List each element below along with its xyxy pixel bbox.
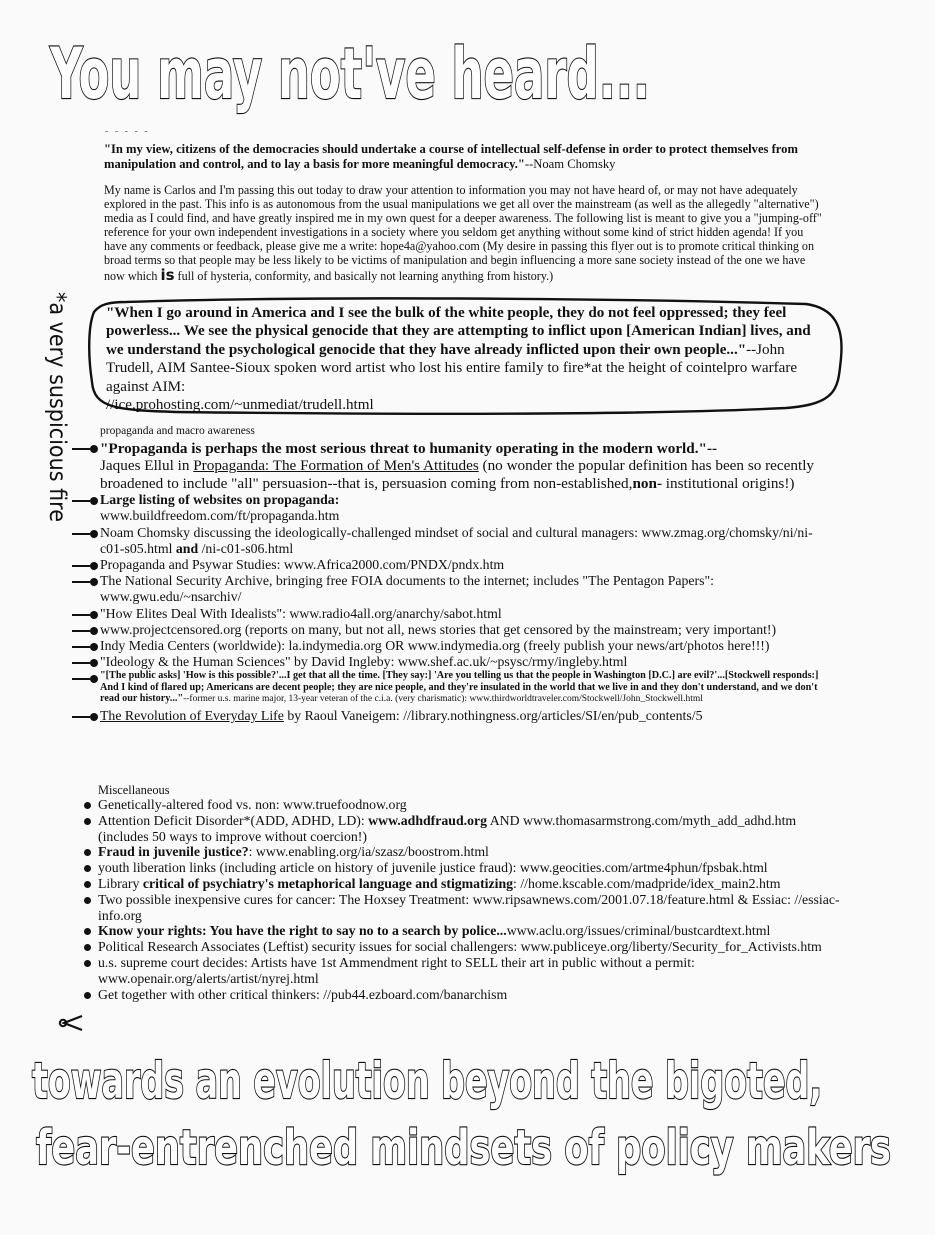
ellul-quote: "Propaganda is perhaps the most serious threat to humanity operating in the modern world."-- <box>100 440 718 457</box>
list-item <box>70 492 830 524</box>
list-item <box>70 670 830 705</box>
chomsky-quote <box>104 142 804 172</box>
ellul-hand-insert: non- <box>632 474 662 492</box>
footer-line-2: fear-entrenched mindsets of policy makers <box>36 1120 891 1176</box>
bullet-icon <box>84 992 91 999</box>
item-text[interactable]: Get together with other critical thinkers: //pub44.ezboard.com/banarchism <box>98 986 508 1002</box>
vaneigem-title: The Revolution of Everyday Life <box>100 708 284 724</box>
list-item <box>82 892 842 924</box>
item-text[interactable]: youth liberation links (including article on history of juvenile justice fraud): www.geocities.com/artme4phun/fpsbak.html <box>98 860 768 876</box>
bullet-icon <box>84 802 91 809</box>
item-text-3[interactable]: AND www.thomasarmstrong.com/myth_add_adhd.htm (includes 50 ways to improve without coercion!) <box>98 812 797 844</box>
trudell-attribution-tail: at the height of cointelpro warfare against AIM: <box>106 360 798 395</box>
item-text[interactable]: : www.enabling.org/ia/szasz/boostrom.html <box>248 844 489 860</box>
list-item <box>82 939 842 955</box>
misc-section-label: Miscellaneous <box>98 783 170 797</box>
arrow-bullet-icon <box>70 658 100 668</box>
item-text[interactable]: "How Elites Deal With Idealists": www.radio4all.org/anarchy/sabot.html <box>100 605 502 621</box>
arrow-bullet-icon <box>70 626 100 636</box>
intro-tail: full of hysteria, conformity, and basically not learning anything from history.) <box>177 268 554 283</box>
ellul-book: Propaganda: The Formation of Men's Attitudes <box>193 457 479 475</box>
item-text-2[interactable]: : //home.kscable.com/madpride/idex_main2.htm <box>513 875 781 891</box>
item-bold: Fraud in juvenile justice? <box>98 844 249 860</box>
item-text[interactable]: The National Security Archive, bringing free FOIA documents to the internet; includes "The Pentagon Papers": www.gwu.edu/~nsarchiv/ <box>100 573 714 605</box>
item-text[interactable]: www.projectcensored.org (reports on many, but not all, news stories that get censored by the mainstream; very important!) <box>100 621 777 637</box>
arrow-bullet-icon <box>70 642 100 652</box>
list-item <box>70 573 830 605</box>
list-item <box>82 844 842 860</box>
list-item <box>70 622 830 638</box>
trudell-text <box>106 304 826 414</box>
item-bold-link[interactable]: www.adhdfraud.org <box>368 812 488 828</box>
stockwell-quote: "[The public asks] 'How is this possible?'...I get that all the time. [They say:] 'Are you telling us that the people in Washington [D.C.] are evil?'...[Stockwell responds:] And I kind of flared up; Americans are decent people; they are nice people, and they're insulated in the world that we live in and they don't understand, and we don't read our history..." <box>100 670 819 704</box>
ellul-author: Jaques Ellul in <box>100 457 194 475</box>
item-text[interactable]: u.s. supreme court decides: Artists have 1st Ammendment right to SELL their art in public without a permit: www.openair.org/alerts/artist/nyrej.html <box>98 954 695 986</box>
item-bold: Large listing of websites on propaganda: <box>100 492 340 508</box>
handwritten-insert: is <box>160 265 175 284</box>
bullet-icon <box>84 960 91 967</box>
misc-list <box>82 797 842 1002</box>
bullet-icon <box>84 865 91 872</box>
item-asterisk: * <box>243 812 251 828</box>
list-item <box>82 813 842 845</box>
hand-drawn-mark-icon <box>58 1012 84 1034</box>
chomsky-quote-text: "In my view, citizens of the democracies should undertake a course of intellectual self-defense in order to protect themselves from manipulation and control, and to lay a basis for more meaningful democracy." <box>104 142 798 171</box>
list-item <box>70 708 830 724</box>
item-link[interactable]: www.buildfreedom.com/ft/propaganda.htm <box>100 508 340 524</box>
title-text: You may not've heard... <box>49 33 650 115</box>
list-item <box>82 923 842 939</box>
trudell-asterisk: * <box>583 360 592 377</box>
intro-text: My name is Carlos and I'm passing this out today to draw your attention to information you may not have heard of, or may not have adequately explored in the past. This info is as autonomous from the usual manipulations we get all over the mainstream (as well as the allegedly "alternative") media as I could find, and have greatly inspired me in my own quest for a deeper awareness. The following list is meant to give you a "jumping-off" reference for your own independent investigations in a society where you seldom get anything without some kind of strict hidden agenda! If you have any comments or feedback, please give me a write: hope4a@yahoo.com (My desire in passing this flyer out is to promote critical thinking on broad terms so that people may be less likely to be victims of manipulation and begin influencing a more sane society instead of the one we have now which <box>104 183 822 283</box>
list-item <box>70 440 830 492</box>
item-text[interactable]: Genetically-altered food vs. non: www.truefoodnow.org <box>98 797 407 812</box>
ellul-note: (no wonder the popular definition has been so recently broadened to include "all" persuasion--that is, persuasion coming from non-established, <box>100 457 815 492</box>
list-item <box>82 876 842 892</box>
handwritten-footer <box>28 1040 908 1180</box>
list-item <box>82 860 842 876</box>
chomsky-attribution: --Noam Chomsky <box>524 157 616 171</box>
list-item <box>82 797 842 813</box>
propaganda-section-label: propaganda and macro awareness <box>100 425 255 437</box>
item-bold-tail: and <box>172 540 202 556</box>
arrow-bullet-icon <box>70 674 100 684</box>
bullet-icon <box>84 928 91 935</box>
arrow-bullet-icon <box>70 496 100 506</box>
footer-line-1: towards an evolution beyond the bigoted, <box>32 1052 822 1110</box>
item-text[interactable]: Two possible inexpensive cures for cancer: The Hoxsey Treatment: www.ripsawnews.com/2001.07.18/feature.html & Essiac: //essiac-info.org <box>98 891 840 923</box>
item-text[interactable]: www.aclu.org/issues/criminal/bustcardtext.html <box>506 923 771 939</box>
side-note-text: *a very suspicious fire <box>44 292 70 548</box>
item-text-tail[interactable]: /ni-c01-s06.html <box>201 540 294 556</box>
list-item <box>70 606 830 622</box>
arrow-bullet-icon <box>70 561 100 571</box>
item-text-2: (ADD, ADHD, LD): <box>250 812 369 828</box>
item-bold: critical of psychiatry's metaphorical language and stigmatizing <box>142 875 514 891</box>
dash-mark: - - - - - <box>105 126 150 137</box>
item-text[interactable]: Political Research Associates (Leftist) security issues for social challengers: www.publiceye.org/liberty/Security_for_Activists.htm <box>98 939 822 955</box>
ellul-note-tail: institutional origins!) <box>665 474 795 492</box>
item-text: Library <box>98 875 143 891</box>
arrow-bullet-icon <box>70 610 100 620</box>
arrow-bullet-icon <box>70 529 100 539</box>
list-item <box>70 638 830 654</box>
propaganda-list <box>70 440 830 724</box>
list-item <box>82 987 842 1003</box>
trudell-attribution: --John Trudell, AIM Santee-Sioux spoken word artist who lost his entire family to fire <box>106 341 785 377</box>
bullet-icon <box>84 897 91 904</box>
list-item <box>82 955 842 987</box>
item-text: Attention Deficit Disorder <box>98 812 244 828</box>
list-item <box>70 654 830 670</box>
bullet-icon <box>84 849 91 856</box>
bullet-icon <box>84 881 91 888</box>
stockwell-text[interactable]: --former u.s. marine major, 13-year veteran of the c.i.a. (very charismatic): www.thirdworldtraveler.com/Stockwell/John_Stockwell.html <box>183 693 703 704</box>
vaneigem-text[interactable]: by Raoul Vaneigem: //library.nothingness.org/articles/SI/en/pub_contents/5 <box>283 708 703 724</box>
intro-paragraph <box>104 183 826 283</box>
list-item <box>70 557 830 573</box>
handwritten-title <box>48 22 738 114</box>
arrow-bullet-icon <box>70 444 100 454</box>
trudell-url[interactable]: //ice.prohosting.com/~unmediat/trudell.html <box>106 397 374 414</box>
arrow-bullet-icon <box>70 577 100 587</box>
item-text[interactable]: "Ideology & the Human Sciences" by David Ingleby: www.shef.ac.uk/~psysc/rmy/ingleby.html <box>100 654 628 670</box>
bullet-icon <box>84 818 91 825</box>
item-text[interactable]: Noam Chomsky discussing the ideologically-challenged mindset of social and cultural managers: www.zmag.org/chomsky/ni/ni-c01-s05.html <box>100 524 813 556</box>
item-bold: Know your rights: You have the right to say no to a search by police... <box>98 923 507 939</box>
item-text[interactable]: Indy Media Centers (worldwide): la.indymedia.org OR www.indymedia.org (freely publish your news/art/photos here!!!) <box>100 638 770 654</box>
list-item <box>70 525 830 557</box>
trudell-quote: "When I go around in America and I see the bulk of the white people, they do not feel oppressed; they feel powerless... We see the physical genocide that they are attempting to inflict upon [American Indian] lives, and we understand the psychological genocide that they have already inflicted upon their own people..." <box>106 305 811 358</box>
trudell-quote-box <box>86 296 846 418</box>
item-text[interactable]: Propaganda and Psywar Studies: www.Africa2000.com/PNDX/pndx.htm <box>100 557 505 573</box>
arrow-bullet-icon <box>70 712 100 722</box>
bullet-icon <box>84 944 91 951</box>
